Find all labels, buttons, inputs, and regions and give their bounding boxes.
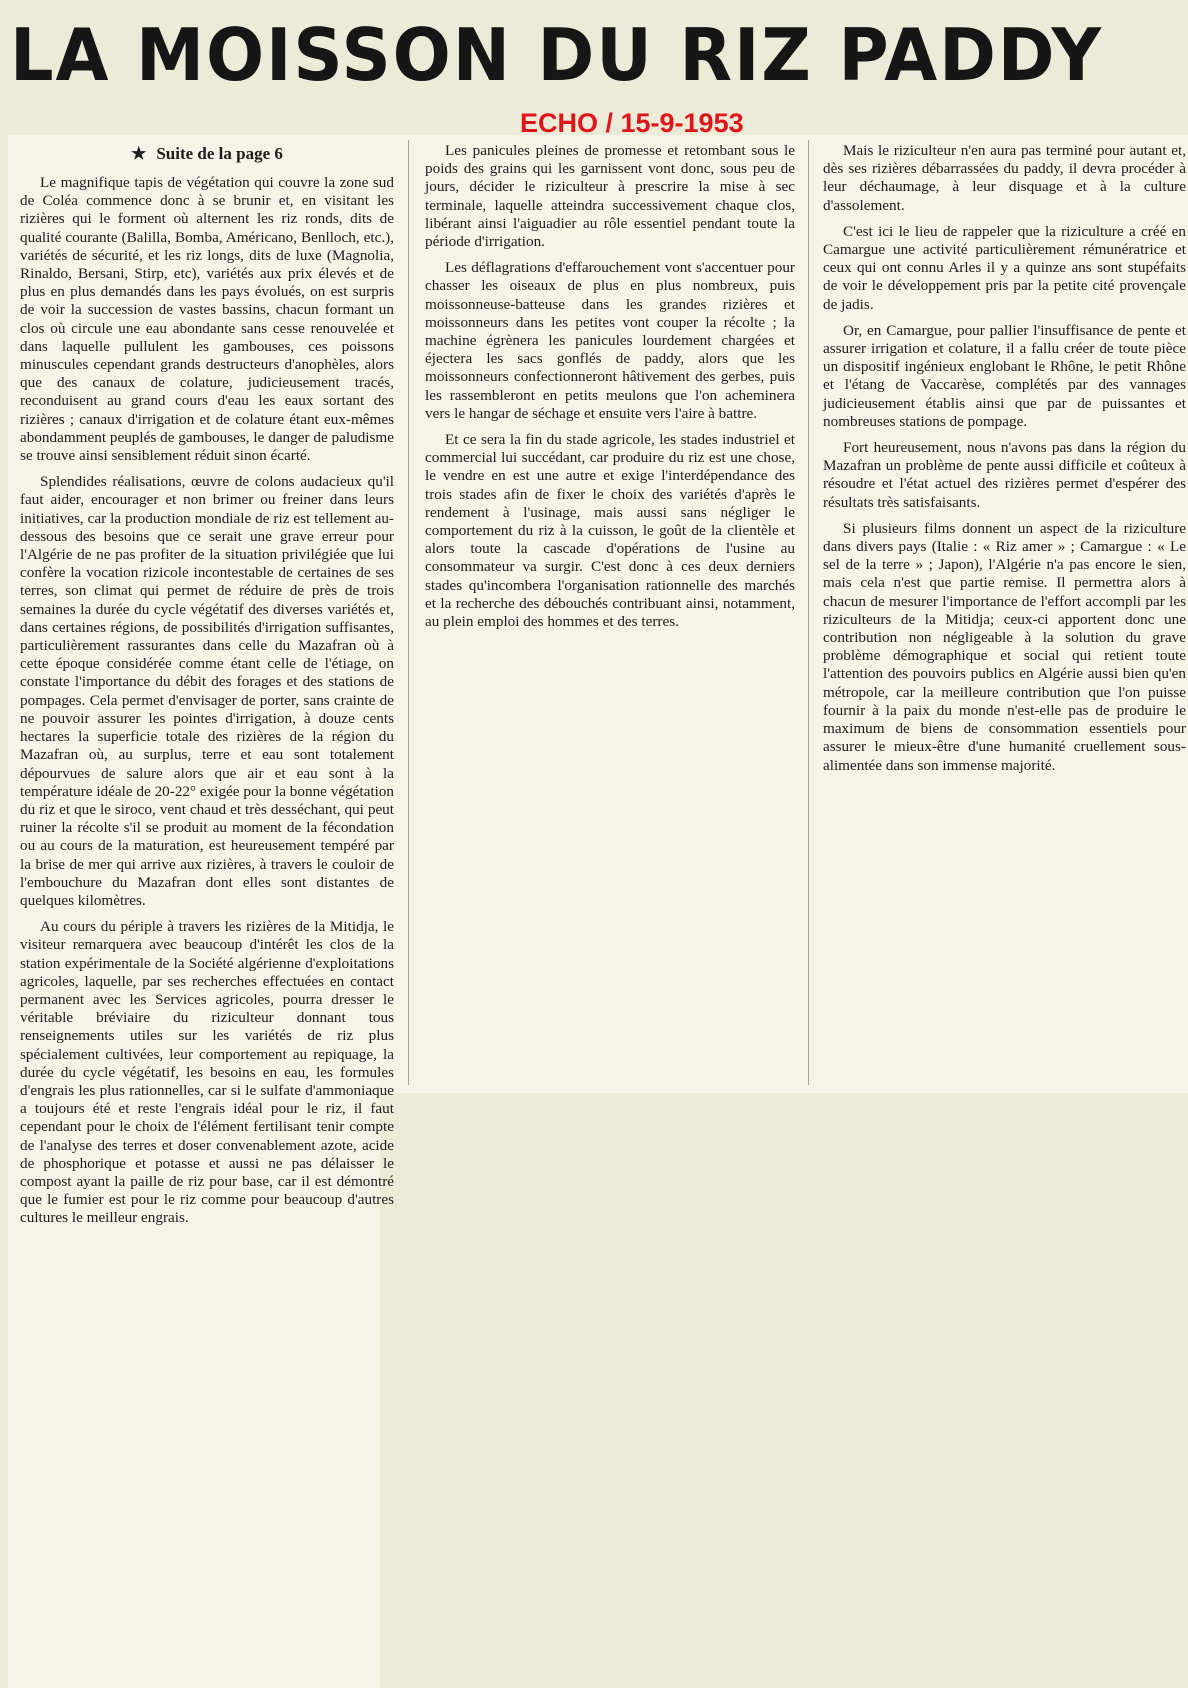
- continued-from-label: [20, 144, 394, 164]
- paragraph: Splendides réalisations, œuvre de colons audacieux qu'il faut aider, encourager et non brimer ou freiner dans leurs initiatives, car la production mondiale de riz est tellement au-dessous des besoins que ce serait une grave erreur pour l'Algérie de ne pas profiter de la situation privilégiée que lui confère la vocation rizicole incontestable de certaines de ses terres, son climat qui permet de réduire de près de trois semaines la durée du cycle végétatif des diverses variétés et, dans certaines régions, de possibilités d'irrigation suffisantes, particulièrement rassurantes dans celle du Mazafran où à cette époque considérée comme étant celle de l'étiage, on constate l'importance du débit des forages et des stations de pompages. Cela permet d'envisager de porter, sans crainte de ne pouvoir assurer les pointes d'irrigation, à douze cents hectares la superficie totale des rizières de la région du Mazafran où, au surplus, terre et eau sont totalement dépourvues de salure alors que air et eau sont à la température idéale de 20-22° exigée pour la bonne végétation du riz et que le siroco, vent chaud et très desséchant, qui peut ruiner la récolte s'il se produit au moment de la fécondation ou au cours de la maturation, est heureusement tempéré par la brise de mer qui arrive aux rizières, à travers le couloir de l'embouchure du Mazafran dont elles sont distantes de quelques kilomètres.: [20, 473, 394, 909]
- paragraph: C'est ici le lieu de rappeler que la riziculture a créé en Camargue une activité particulièrement rémunératrice et ceux qui ont connu Arles il y a quinze ans sont stupéfaits de voir le développement pris par la petite cité provençale de jadis.: [823, 222, 1186, 313]
- article-column-3: [823, 142, 1186, 783]
- archive-stamp: ECHO / 15-9-1953: [520, 108, 744, 138]
- paragraph: Mais le riziculteur n'en aura pas terminé pour autant et, dès ses rizières débarrassées du paddy, il devra procéder à leur déchaumage, à leur disquage et à la culture d'assolement.: [823, 142, 1186, 214]
- paragraph: Et ce sera la fin du stade agricole, les stades industriel et commercial lui succédant, car produire du riz est une chose, le vendre en est une autre et exige l'interdépendance des trois stades afin de fixer le choix des variétés d'après le rendement à l'usinage, mais aussi sans négliger le comportement du riz à la cuisson, le goût de la clientèle et alors toute la cascade d'opérations de l'usine au consommateur va surgir. C'est donc à ces deux derniers stades qu'incombera l'organisation rationnelle des marchés et la recherche des débouchés contribuant ainsi, notamment, au plein emploi des hommes et des terres.: [425, 431, 795, 631]
- paragraph: Les déflagrations d'effarouchement vont s'accentuer pour chasser les oiseaux de plus en plus nombreux, puis moissonneuse-batteuse dans les grandes rizières et moissonneurs dans les petites vont couper la récolte ; la machine égrènera les panicules lourdement chargées et éjectera les sacs gonflés de paddy, alors que les moissonneurs confectionneront hâtivement des gerbes, puis les rassembleront en petits meulons que l'on acheminera vers le hangar de séchage et ensuite vers l'aire à battre.: [425, 259, 795, 422]
- paragraph: Le magnifique tapis de végétation qui couvre la zone sud de Coléa commence donc à se brunir et, en visitant les rizières qui le forment où alternent les riz ronds, dits de qualité courante (Balilla, Bomba, Américano, Benlloch, etc.), variétés de sécurité, et les riz longs, dits de luxe (Magnolia, Rinaldo, Bersani, Stirp, etc), variétés aux prix élevés et de plus en plus demandés dans les pays évolués, on est surpris de voir la succession de vastes bassins, chacun formant un clos où circule une eau abondante sans cesse renouvelée et dans laquelle pullulent les gambouses, ces poissons minuscules cependant grands destructeurs d'anophèles, alors que des canaux de colature, judicieusement tracés, reconduisent au grand cours d'eau les eaux sortant des rizières ; canaux d'irrigation et de colature étant eux-mêmes abondamment peuplés de gambouses, le danger de paludisme se trouve ainsi sensiblement réduit sinon écarté.: [20, 174, 394, 465]
- star-icon: ★: [131, 144, 147, 163]
- paragraph: Si plusieurs films donnent un aspect de la riziculture dans divers pays (Italie : « Riz amer » ; Camargue : « Le sel de la terre » ; Japon), l'Algérie n'a pas encore le sien, mais cela n'est que partie remise. Il permettra alors à chacun de mesurer l'importance de l'effort accompli par les riziculteurs de la Mitidja; ceux-ci apportent donc une contribution non négligeable à la solution du grave problème démographique et social qui retient toute l'attention des pouvoirs publics en Algérie aussi bien qu'en métropole, car la meilleure contribution que l'on puisse fournir à la paix du monde n'est-elle pas de produire le maximum de biens de consommation essentiels pour assurer le mieux-être d'une humanité cruellement sous-alimentée dans son immense majorité.: [823, 519, 1186, 774]
- column-divider: [808, 140, 809, 1085]
- paragraph: Au cours du périple à travers les rizières de la Mitidja, le visiteur remarquera avec beaucoup d'intérêt les clos de la station expérimentale de la Société algérienne d'exploitations agricoles, laquelle, par ses recherches effectuées en contact permanent avec les Services agricoles, pourra dresser le véritable bréviaire du riziculteur donnant tous renseignements utiles sur les variétés de riz plus spécialement cultivées, leur comportement au repiquage, la durée du cycle végétatif, les besoins en eau, les formules d'engrais les plus rationnelles, car si le sulfate d'ammoniaque a toujours été et reste l'engrais idéal pour le riz, il faut cependant pour le choix de l'élément fertilisant tenir compte de l'analyse des terres et doser convenablement azote, acide de phosphorique et potasse et aussi ne pas délaisser le compost ayant la paille de riz pour base, car il est démontré que le fumier est pour le riz comme pour beaucoup d'autres cultures le meilleur engrais.: [20, 918, 394, 1227]
- article-headline: LA MOISSON DU RIZ PADDY: [10, 13, 1103, 97]
- paragraph: Or, en Camargue, pour pallier l'insuffisance de pente et assurer irrigation et colature, il a fallu créer de toute pièce un dispositif ingénieux englobant le Rhône, le petit Rhône et l'étang de Vaccarèse, complétés par des vannages judicieusement établis ainsi que par de puissantes et nombreuses stations de pompage.: [823, 321, 1186, 430]
- article-column-1: [20, 142, 394, 1236]
- paragraph: Fort heureusement, nous n'avons pas dans la région du Mazafran un problème de pente aussi difficile et coûteux à résoudre et l'état actuel des rizières permet d'espérer des résultats très satisfaisants.: [823, 439, 1186, 511]
- continued-from-text: Suite de la page 6: [156, 144, 283, 163]
- article-column-2: [425, 142, 795, 639]
- column-divider: [408, 140, 409, 1085]
- paragraph: Les panicules pleines de promesse et retombant sous le poids des grains qui les garnissent vont donc, sous peu de jours, décider le riziculteur à prescrire la mise à sec terminale, laquelle atteindra successivement chaque clos, libérant ainsi l'aiguadier au rôle essentiel pendant toute la période d'irrigation.: [425, 142, 795, 251]
